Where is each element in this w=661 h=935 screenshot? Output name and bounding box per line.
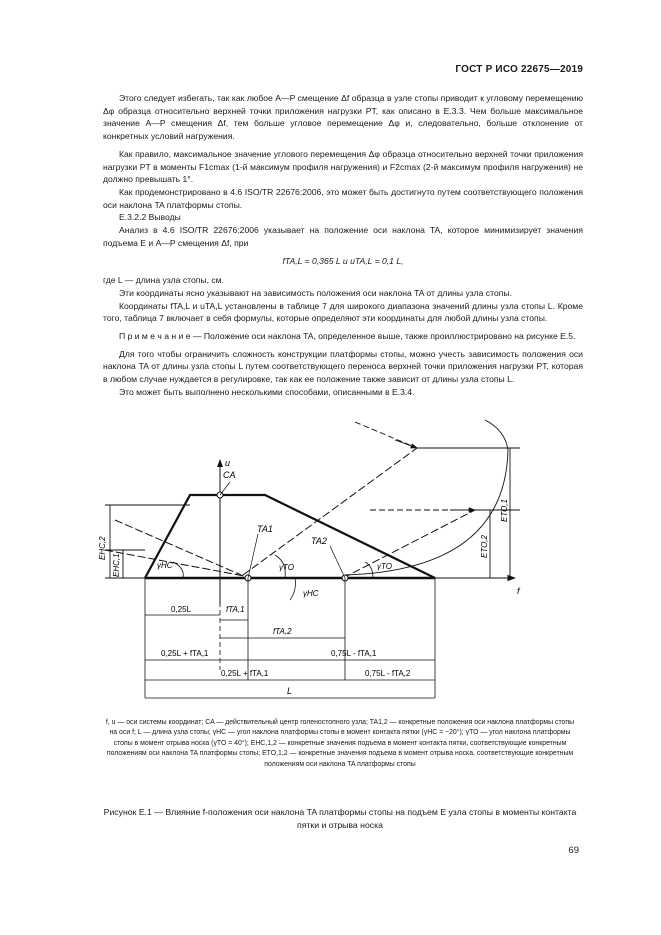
u-axis-label: u <box>225 458 231 468</box>
paragraph-1: Этого следует избегать, так как любое A—P смещение Δf образца в узле стопы приводит к угловому перемещению Δφ образца относительно верхней точки приложения нагрузки PT, как описано в Е.3.3. Чем больше максимальное значение A—P смещения Δf, тем больше угловое перемещение Δφ и, следовательно, больше отклонение от конкретных условий нагружения. <box>103 93 583 142</box>
dim-025L-plus-fta1-b-label: 0,25L + fTA,1 <box>221 669 269 678</box>
page-number: 69 <box>568 845 579 856</box>
toe-off-line-2 <box>343 510 475 578</box>
ta1-label: TA1 <box>257 524 273 534</box>
body-text <box>103 92 583 398</box>
dim-fta1-label: fTA,1 <box>226 605 245 614</box>
f-axis-label: f <box>517 586 520 596</box>
dim-075L-minus-fta1-label: 0,75L - fTA,1 <box>331 649 377 658</box>
ehc1-label: EHC,1 <box>112 553 121 577</box>
hc-angle-label-mid: γHC <box>303 589 319 598</box>
hc-angle-label-left: γHC <box>157 561 173 570</box>
dim-075L-minus-fta2-label: 0,75L - fTA,2 <box>365 669 411 678</box>
note-text: — Положение оси наклона TA, определенное выше, также проиллюстрировано на рисунке Е.5. <box>190 330 576 341</box>
dim-L-label: L <box>287 686 293 696</box>
section-heading: Е.3.2.2 Выводы <box>119 212 181 223</box>
paragraph-8: Координаты fTA,L и uTA,L установлены в таблице 7 для широкого диапазона значений длины узла стопы L. Кроме того, таблица 7 включает в себя формулы, которые определяют эти координаты для любой длины узла стопы. <box>103 300 583 324</box>
formula: fTA,L = 0,365 L и uTA,L = 0,1 L, <box>282 256 404 267</box>
paragraph-2: Как правило, максимальное значение углового перемещения Δφ образца относительно верхней точки приложения нагрузки PT в моменты F1cmax (1-й максимум профиля нагружения) и F2cmax (2-й максимум профиля нагружения) не должно превышать 1°. <box>103 148 583 185</box>
eto1-label: ETO,1 <box>500 499 509 522</box>
paragraph-5: Анализ в 4.6 ISO/TR 22676:2006 указывает на положение оси наклона TA, которое минимизирует значения подъема E и A—P смещения Δf, при <box>103 225 583 248</box>
ehc2-label: EHC,2 <box>98 536 107 560</box>
paragraph-11: Это может быть выполнено несколькими способами, описанными в Е.3.4. <box>119 386 415 397</box>
dim-025L-plus-fta1-label: 0,25L + fTA,1 <box>161 649 209 658</box>
dash-ref-top <box>355 422 417 448</box>
paragraph-3: Как продемонстрировано в 4.6 ISO/TR 22676:2006, это может быть достигнуто путем соответствующего положения оси наклона TA платформы стопы. <box>103 186 583 210</box>
eto2-label: ETO,2 <box>480 535 489 558</box>
hc-angle-arc-mid <box>290 578 295 600</box>
ca-label: CA <box>223 470 236 480</box>
to-angle-label-mid: γTO <box>279 563 294 572</box>
paragraph-7: Эти координаты ясно указывают на зависимость положения оси наклона TA от длины узла стопы. <box>119 287 512 298</box>
figure-legend: f, u — оси системы координат; CA — действительный центр голеностопного узла; TA1,2 — конкретные положения оси наклона платформы стопы на оси f; L — длина узла стопы; γHC — угол наклона платформы стопы в момент контакта пятки (γHC = −20°); γTO — угол наклона платформы стопы в момент отрыва носка (γTO = 40°); EHC,1,2 — конкретные значения подъема в момент контакта пятки, соответствующие конкретным положениям оси наклона TA платформы стопы; ETO,1,2 — конкретные значения подъема в момент отрыва носка, соответствующие конкретным положениям оси наклона TA платформы стопы <box>105 719 575 768</box>
figure-diagram <box>95 410 535 710</box>
dim-fta2-label: fTA,2 <box>273 627 292 636</box>
arrow-eto1 <box>395 440 417 448</box>
dim-025L-label: 0,25L <box>171 605 192 614</box>
ta2-label: TA2 <box>311 536 327 546</box>
standard-header: ГОСТ Р ИСО 22675—2019 <box>455 64 583 75</box>
figure-caption: Рисунок Е.1 — Влияние f-положения оси наклона TA платформы стопы на подъем E узла стопы в моменты контакта пятки и отрыва носка <box>103 807 577 830</box>
note-label: П р и м е ч а н и е <box>119 330 191 341</box>
paragraph-6: где L — длина узла стопы, см. <box>103 275 224 286</box>
note <box>103 330 583 343</box>
paragraph-10: Для того чтобы ограничить сложность конструкции платформы стопы, можно учесть зависимость положения оси наклона TA от длины узла стопы L путем соответствующего переноса верхней точки приложения нагрузки PT, которая в любом случае нуждается в регулировке, так как ее положение также зависит от длины узла стопы L. <box>103 348 583 385</box>
heel-contact-line-2 <box>105 550 255 578</box>
to-angle-label-right: γTO <box>377 562 392 571</box>
